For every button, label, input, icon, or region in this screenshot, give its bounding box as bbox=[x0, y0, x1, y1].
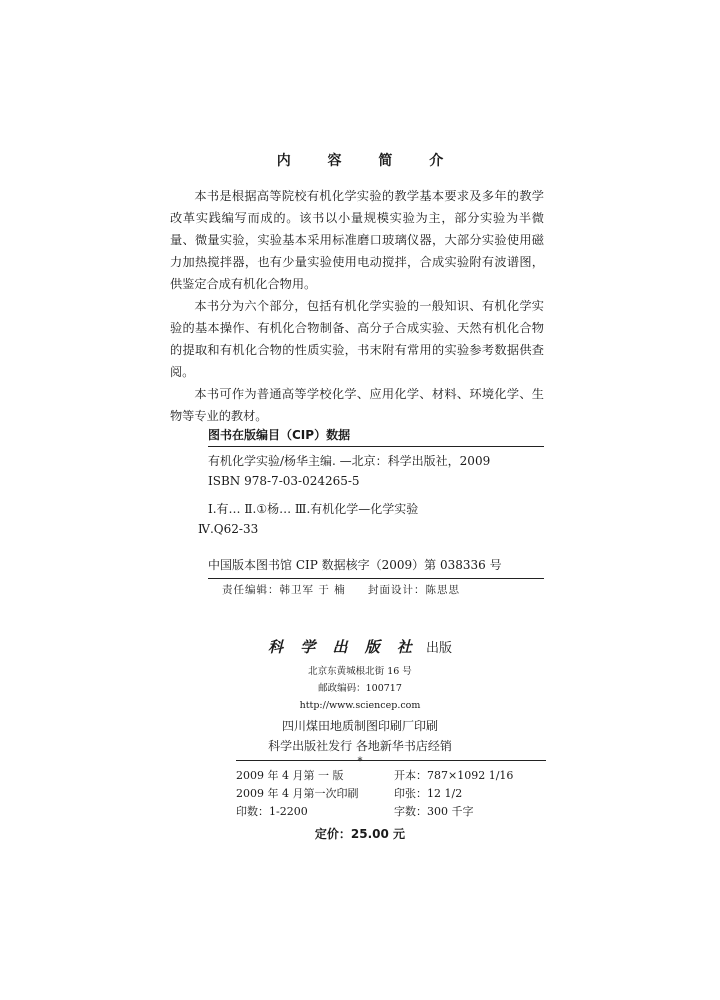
pubinfo-left: 印数：1-2200 bbox=[236, 805, 308, 818]
pubinfo-right: 字数：300 千字 bbox=[394, 805, 474, 818]
publisher-suffix: 出版 bbox=[425, 641, 452, 656]
abstract-paragraph: 本书是根据高等院校有机化学实验的教学基本要求及多年的教学改革实践编写而成的。该书以小量规模实验为主，部分实验为半微量、微量实验，实验基本采用标准磨口玻璃仪器，大部分实验使用磁力加热搅拌器，也有少量实验使用电动搅拌，合成实验附有波谱图，供鉴定合成有机化合物用。 bbox=[170, 189, 544, 291]
publisher-block bbox=[0, 636, 720, 768]
cip-book-line: 有机化学实验/杨华主编. —北京：科学出版社，2009 bbox=[208, 454, 491, 468]
pubinfo-right: 开本：787×1092 1/16 bbox=[394, 769, 514, 782]
cip-isbn: ISBN 978-7-03-024265-5 bbox=[208, 474, 360, 488]
price: 定价：25.00 元 bbox=[314, 827, 406, 841]
cip-block bbox=[198, 426, 544, 599]
cip-classification: Ⅰ.有… Ⅱ.①杨… Ⅲ.有机化学—化学实验 bbox=[208, 502, 419, 516]
page-title: 内 容 简 介 bbox=[276, 153, 460, 169]
publication-info bbox=[236, 760, 546, 821]
pubinfo-row bbox=[236, 803, 546, 821]
responsible-editors: 责任编辑：韩卫军 于 楠 bbox=[222, 584, 346, 596]
credits-line bbox=[208, 581, 544, 599]
publisher-name-line bbox=[0, 636, 720, 657]
pubinfo-row bbox=[236, 767, 546, 785]
pubinfo-right: 印张：12 1/2 bbox=[394, 787, 463, 800]
abstract-paragraph: 本书可作为普通高等学校化学、应用化学、材料、环境化学、生物等专业的教材。 bbox=[170, 387, 544, 423]
cip-classification: Ⅳ.Q62-33 bbox=[198, 522, 259, 536]
cip-header: 图书在版编目（CIP）数据 bbox=[208, 426, 544, 447]
abstract-paragraph: 本书分为六个部分，包括有机化学实验的一般知识、有机化学实验的基本操作、有机化合物制备、高分子合成实验、天然有机化合物的提取和有机化合物的性质实验，书末附有常用的实验参考数据供查阅。 bbox=[170, 299, 544, 379]
publisher-postcode: 邮政编码：100717 bbox=[318, 683, 402, 694]
pubinfo-left: 2009 年 4 月第一次印刷 bbox=[236, 787, 359, 800]
pubinfo-left: 2009 年 4 月第 一 版 bbox=[236, 769, 344, 782]
publisher-logo: 科 学 出 版 社 bbox=[268, 638, 418, 656]
publisher-address: 北京东黄城根北街 16 号 bbox=[308, 666, 412, 677]
pubinfo-row bbox=[236, 785, 546, 803]
abstract-section bbox=[170, 185, 544, 427]
distribution-line: 科学出版社发行 各地新华书店经销 bbox=[268, 739, 452, 753]
cip-number: 中国版本图书馆 CIP 数据核字（2009）第 038336 号 bbox=[208, 555, 544, 579]
printer-line: 四川煤田地质制图印刷厂印刷 bbox=[281, 719, 438, 733]
publisher-url: http://www.sciencep.com bbox=[299, 700, 421, 711]
separator-star: * bbox=[357, 756, 363, 767]
cover-designer: 封面设计：陈思思 bbox=[368, 584, 461, 596]
